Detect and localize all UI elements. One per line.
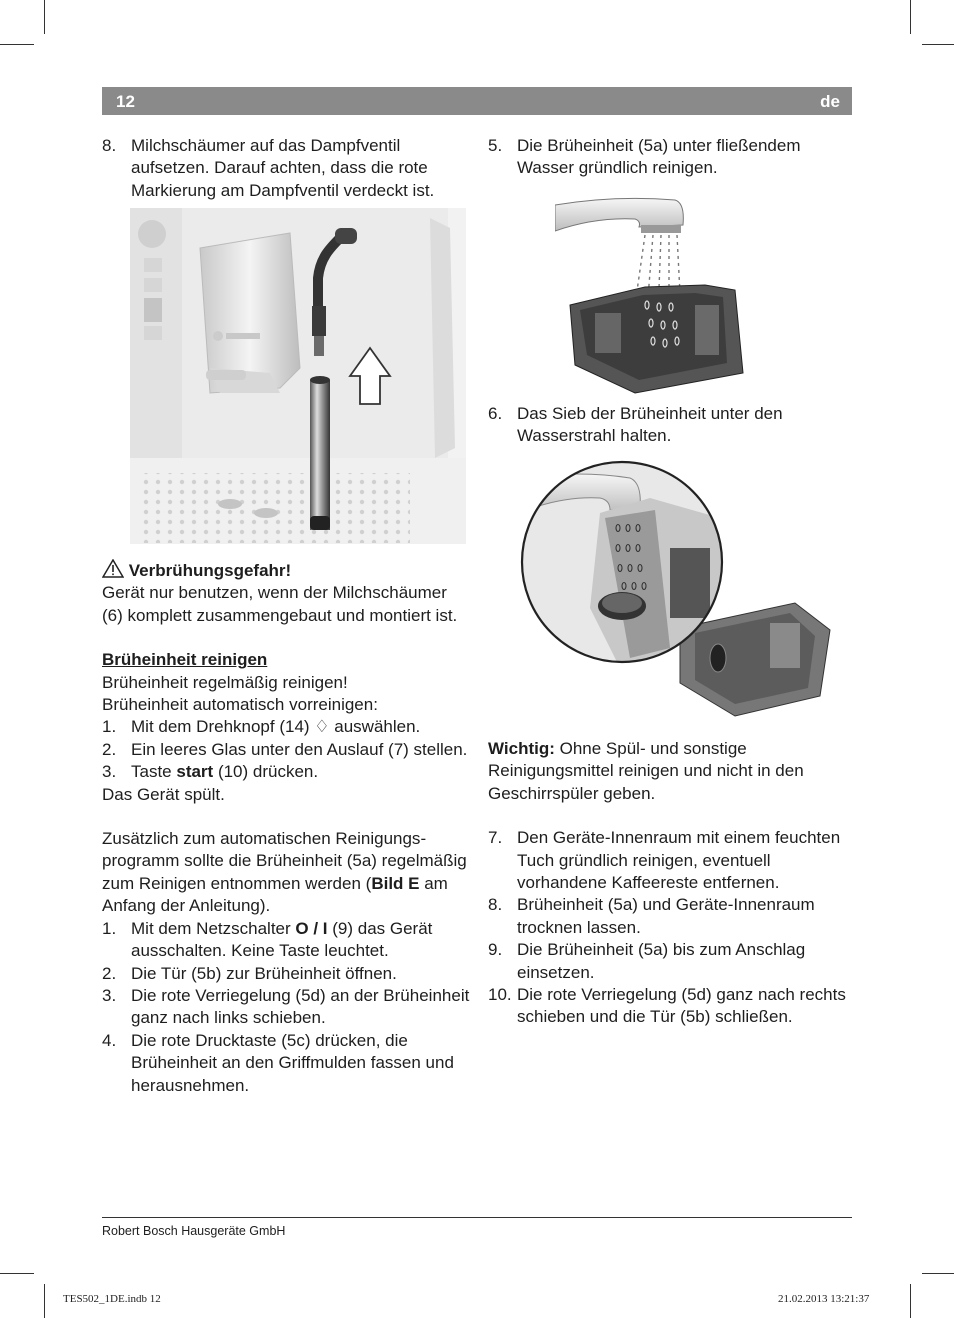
step-number: 8.: [488, 895, 503, 915]
step-number: 10.: [488, 985, 512, 1005]
step-item: [488, 894, 858, 939]
step-number: 6.: [488, 404, 503, 423]
step-text: Mit dem Drehknopf (14): [131, 717, 315, 737]
step-text: Ein leeres Glas unter den Auslauf (7) stellen.: [131, 739, 468, 759]
step-number: 1.: [102, 918, 117, 938]
brewing-unit-rinse-figure: [555, 195, 745, 395]
key-label: O / I: [295, 918, 328, 938]
step-item: [102, 963, 472, 985]
footer-rule: [102, 1217, 852, 1218]
crop-mark: [44, 1284, 45, 1318]
body-line: Brüheinheit regelmäßig reinigen!: [102, 672, 348, 692]
step-text: Mit dem Netzschalter: [131, 918, 296, 938]
key-label: start: [176, 762, 214, 782]
step-text: Die Brüheinheit (5a) unter fließendem Wasser gründlich reinigen.: [517, 136, 801, 178]
right-column-top: [488, 135, 858, 180]
warning-triangle-icon: [102, 559, 124, 578]
right-column: [488, 738, 858, 1029]
body-line: Das Gerät spült.: [102, 784, 225, 804]
body-line: Brüheinheit automatisch vorreinigen:: [102, 695, 378, 715]
step-number: 7.: [488, 828, 503, 848]
step-number: 3.: [102, 985, 117, 1005]
language-code: de: [820, 92, 840, 111]
body-paragraph: [102, 828, 472, 918]
step-text: Taste: [131, 762, 177, 782]
page-header: [102, 87, 852, 115]
step-text: Milchschäumer auf das Dampfventil aufsetzen. Darauf achten, dass die rote Markierung am Dampfventil verdeckt ist.: [131, 136, 435, 200]
rinse-drop-icon: ♢: [314, 717, 330, 737]
step-text: (9) das Gerät ausschalten. Keine Taste leuchtet.: [131, 918, 433, 961]
paragraph-text: am Anfang der Anleitung).: [102, 873, 448, 916]
step-text: Die rote Verriegelung (5d) ganz nach rechts schieben und die Tür (5b) schließen.: [517, 985, 846, 1027]
important-note: [488, 738, 858, 805]
step-text: (10) drücken.: [213, 762, 319, 782]
step-text: Die Tür (5b) zur Brüheinheit öffnen.: [131, 963, 397, 983]
note-label: Wichtig:: [488, 739, 555, 758]
note-text: Ohne Spül- und sonstige Reinigungsmittel reinigen und nicht in den Geschirrspüler geben.: [488, 739, 804, 803]
crop-mark: [910, 1284, 911, 1318]
step-number: 5.: [488, 136, 503, 155]
crop-mark: [0, 44, 34, 45]
slug-file: TES502_1DE.indb 12: [63, 1293, 161, 1305]
crop-mark: [922, 1273, 954, 1274]
step-item: [488, 984, 858, 1029]
step-text: Den Geräte-Innenraum mit einem feuchten Tuch gründlich reinigen, eventuell vorhandene Kaffeereste entfernen.: [517, 828, 841, 893]
page-number: 12: [116, 92, 135, 111]
section-heading: Brüheinheit reinigen: [102, 650, 268, 670]
left-column: [102, 559, 472, 1097]
left-column-top: [102, 135, 472, 202]
sieve-rinse-figure: [520, 458, 842, 720]
step-number: 2.: [102, 739, 117, 759]
step-number: 3.: [102, 762, 117, 782]
step-item: [488, 827, 858, 894]
warning-title: Verbrühungsgefahr!: [128, 561, 292, 580]
step-item: [102, 135, 472, 202]
crop-mark: [0, 1273, 34, 1274]
step-number: 8.: [102, 136, 117, 155]
step-number: 9.: [488, 940, 503, 960]
right-column-mid: [488, 403, 858, 448]
step-number: 4.: [102, 1030, 117, 1050]
footer-company: Robert Bosch Hausgeräte GmbH: [102, 1224, 286, 1238]
step-text: Brüheinheit (5a) und Geräte-Innenraum trocknen lassen.: [517, 895, 815, 937]
step-text: Das Sieb der Brüheinheit unter den Wasserstrahl halten.: [517, 404, 783, 446]
step-number: 1.: [102, 717, 117, 737]
slug-date: 21.02.2013 13:21:37: [778, 1293, 870, 1305]
crop-mark: [44, 0, 45, 34]
warning-title-row: [102, 559, 472, 582]
crop-mark: [922, 44, 954, 45]
step-number: 2.: [102, 963, 117, 983]
step-item: [102, 1030, 472, 1097]
step-item: [102, 739, 472, 761]
warning-text: Gerät nur benutzen, wenn der Milchschäumer (6) komplett zusammengebaut und montiert ist.: [102, 583, 458, 625]
milk-frother-figure: [130, 208, 466, 544]
paragraph-text: Zusätzlich zum automatischen Reinigungsprogramm sollte die Brüheinheit (5a) regelmäßig zum Reinigen entnommen werden (: [102, 829, 467, 893]
step-item: [102, 918, 472, 963]
figure-reference: Bild E: [371, 873, 420, 893]
step-text: Die rote Drucktaste (5c) drücken, die Brüheinheit an den Griffmulden fassen und herausnehmen.: [131, 1030, 454, 1095]
step-item: [488, 135, 858, 180]
crop-mark: [910, 0, 911, 34]
step-item: [488, 939, 858, 984]
step-text: Die rote Verriegelung (5d) an der Brüheinheit ganz nach links schieben.: [131, 985, 470, 1028]
step-text: auswählen.: [329, 717, 421, 737]
step-item: [102, 985, 472, 1030]
step-item: [488, 403, 858, 448]
step-text: Die Brüheinheit (5a) bis zum Anschlag einsetzen.: [517, 940, 806, 982]
step-item: [102, 716, 472, 738]
step-item: [102, 761, 472, 783]
